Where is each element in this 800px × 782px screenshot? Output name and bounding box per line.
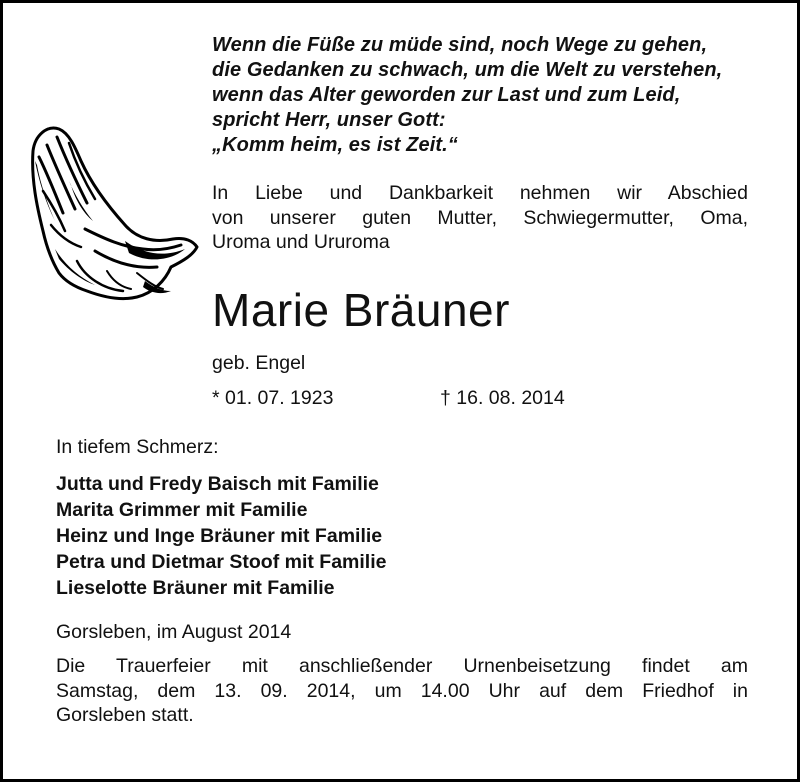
poem-line: „Komm heim, es ist Zeit.“ — [212, 134, 458, 156]
grief-label: In tiefem Schmerz: — [56, 436, 219, 458]
funeral-line: Gorsleben statt. — [56, 704, 194, 726]
birth-name: geb. Engel — [212, 352, 306, 374]
farewell-line: Uroma und Ururoma — [212, 231, 390, 253]
mourner-entry: Marita Grimmer mit Familie — [56, 499, 308, 521]
place-date: Gorsleben, im August 2014 — [56, 621, 292, 643]
deceased-name: Marie Bräuner — [212, 284, 510, 336]
poem-line: Wenn die Füße zu müde sind, noch Wege zu gehen, — [212, 34, 708, 56]
birth-date: * 01. 07. 1923 — [212, 387, 334, 409]
death-date: † 16. 08. 2014 — [440, 387, 565, 409]
mourner-entry: Lieselotte Bräuner mit Familie — [56, 577, 335, 599]
farewell-text — [212, 181, 748, 255]
poem-line: spricht Herr, unser Gott: — [212, 109, 446, 131]
poem-line: die Gedanken zu schwach, um die Welt zu verstehen, — [212, 59, 723, 81]
funeral-line: Samstag, dem 13. 09. 2014, um 14.00 Uhr auf dem Friedhof in — [56, 679, 748, 702]
mourners-list — [56, 471, 386, 601]
praying-hands-icon — [25, 121, 203, 307]
poem — [212, 33, 722, 158]
mourner-entry: Jutta und Fredy Baisch mit Familie — [56, 473, 379, 495]
farewell-line: von unserer guten Mutter, Schwiegermutter, Oma, — [212, 206, 748, 229]
poem-line: wenn das Alter geworden zur Last und zum Leid, — [212, 84, 681, 106]
mourner-entry: Heinz und Inge Bräuner mit Familie — [56, 525, 383, 547]
farewell-line: In Liebe und Dankbarkeit nehmen wir Abschied — [212, 182, 748, 204]
funeral-info — [56, 654, 748, 728]
funeral-line: Die Trauerfeier mit anschließender Urnenbeisetzung findet am — [56, 655, 748, 677]
mourner-entry: Petra und Dietmar Stoof mit Familie — [56, 551, 387, 573]
